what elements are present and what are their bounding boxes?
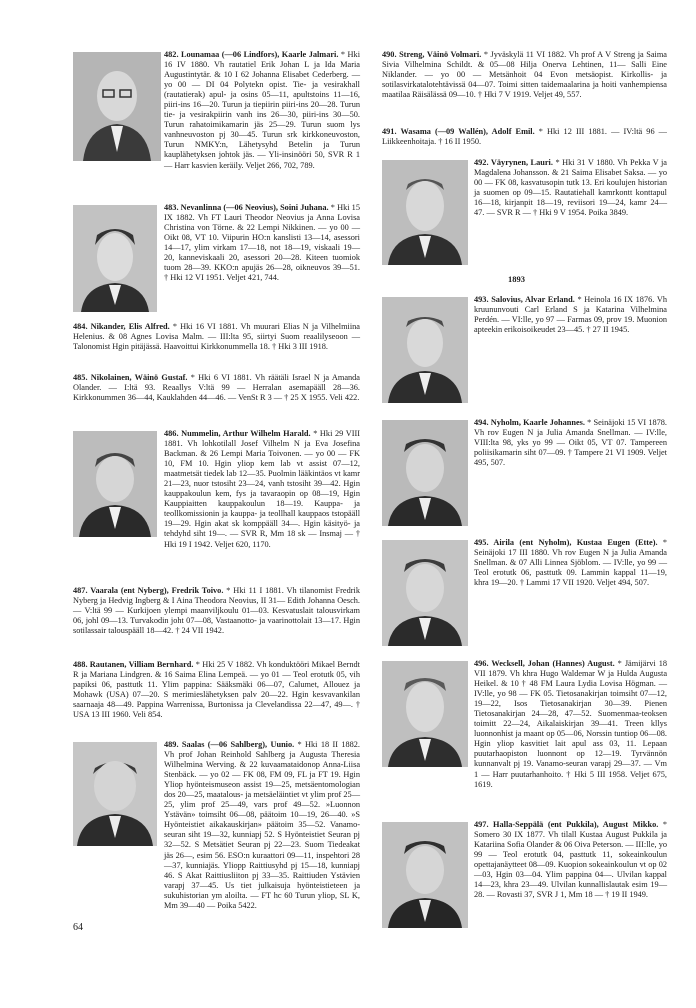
- portrait-photo-483: [73, 205, 157, 312]
- entry-495: 495. Airila (ent Nyholm), Kustaa Eugen (Ette). * Seinäjoki 17 III 1880. Vh rov Eugen N ja Julia Amanda Snellman. & 07 Alli Linnea Sjöblom. — IV:lle, yo 99 — Teol erotutk 06, pasttutk 09. Lammin kappal 11—19, khra 19—20. † Lammi 17 VII 1920. Veljet 494, 507.: [474, 538, 667, 588]
- entry-486: 486. Nummelin, Arthur Wilhelm Harald. * Hki 29 VIII 1881. Vh lohkotilall Josef Vilhelm N ja Eva Josefina Backman. & 26 Lempi Maria Toivonen. — yo 00 — FK 10, FM 10. Hgin yliop kem lab vt assist 07—12, maatmetsät tiedek lab 12—35. Puolmin lääkintäos vt kamr 21—23, nuor tstosiht 23—24, vanh tstosiht 39—42. Hgin kauppakoulun kem, fys ja tavaraopin op 08—19, Hgin Kauppiaitten kauppakoulun 18—19. Kauppa- ja teollkomissionin ja kauppa- ja teollhall kauppaos tstopääll 19—29. Hgin akat sk komppääll 34—. Hgin käsityö- ja tehdyhd siht 19—. — SVR R, Mm 18 sk — Insmaj — † Hki 19 I 1942. Veljet 620, 1170.: [164, 429, 360, 549]
- entry-487: 487. Vaarala (ent Nyberg), Fredrik Toivo. * Hki 11 I 1881. Vh tilanomist Fredrik Nyberg ja Hedvig Ingberg & I Aina Theodora Neovius, II 31— Edith Johanna Oesch. — V:ltä 99 — Kurkijoen ylempi maanviljkoulu 01—03. Kesvatuslait talousvirkam 06, johl 09—13. Turvakodin joht 07—08, Vastaanotto- ja vaarinottolait 13—17. Hgin sotilassair talouspääll 18—42. † 24 VII 1942.: [73, 586, 360, 636]
- portrait-photo-495: [382, 540, 468, 646]
- entry-493: 493. Salovius, Alvar Erland. * Heinola 16 IX 1876. Vh kruununvouti Carl Erland S ja Katarina Vilhelmina Perdén. — VI:lle, yo 97 — Farmas 09, prov 19. Muonion apteekin erikoisoikeudet 23—45. † 27 II 1945.: [474, 295, 667, 335]
- portrait-photo-493: [382, 297, 468, 403]
- entry-483: 483. Nevanlinna (—06 Neovius), Soini Juhana. * Hki 15 IX 1882. Vh FT Lauri Theodor Neovius ja Anna Lovisa Christina von Törne. & 22 Lempi Nikkinen. — yo 00 — Oikt 08, VT 10. Viipurin HO:n kanslisti 13—14, asessori 14—17, ylim virkam 17—18, not 18—19, viskaali 19—20, kanneviskaali 20, asessori 20—28. Kiteen tuomiok tuom 28—39. KKO:n apujäs 26—28, oikneuvos 39—51. † Hki 12 VI 1951. Veljet 421, 744.: [164, 203, 360, 283]
- entry-485: 485. Nikolainen, Wäinö Gustaf. * Hki 6 VI 1881. Vh räätäli Israel N ja Amanda Olander. — I:ltä 93. Reaallys V:ltä 99 — Herralan asemapääll 28—36. Kirkkonummen 36—44, Kauklahden 44—46. — VenSt R 3 — † 25 X 1955. Veli 422.: [73, 373, 360, 403]
- portrait-photo-496: [382, 661, 468, 767]
- portrait-photo-489: [73, 742, 157, 846]
- portrait-photo-492: [382, 160, 468, 265]
- entry-491: 491. Wasama (—09 Wallén), Adolf Emil. * Hki 12 III 1881. — IV:ltä 96 — Liikkeenhoitaja. † 16 II 1950.: [382, 127, 667, 147]
- entry-490: 490. Streng, Väinö Volmari. * Jyväskylä 11 VI 1882. Vh prof A V Streng ja Saima Sivia Vilhelmina Schildt. & 05—08 Hilja Onerva Lehtinen, 11— Salli Eine Niklander. — yo 00 — Metsänhoit 04 Evon metsäopist. Kirkollis- ja sotilasvirkatalotehtävissä 04—07. Toimi sitten taidemaalarina ja hoiti vanhempiensa maatilaa Räisälässä 09—10. † Hki 7 V 1919. Veljet 49, 557.: [382, 50, 667, 100]
- entry-492: 492. Väyrynen, Lauri. * Hki 31 V 1880. Vh Pekka V ja Magdalena Johansson. & 21 Saima Elisabet Saksa. — yo 00 — FK 08, kasvatusopin tutk 13. Eri koulujen historian ja suomen op 09—15. Rautatiehall kamrkontt konttapul 16—18, kirjanpit 18—19, reviisori 19—24, kamr 24—47. — SVR R — † Hki 9 V 1954. Poika 3849.: [474, 158, 667, 218]
- entry-496: 496. Wecksell, Johan (Hannes) August. * Jämijärvi 18 VII 1879. Vh khra Hugo Waldemar W ja Hulda Augusta Heikel. & 10 † 48 FM Laura Lydia Lovisa Högman. — IV:lle, yo 98 — FK 05. Tietosanakirjan toimsiht 07—12, 19—22, Isos Tietosanakirjan 30—39. Pienen Tietosanakirjan 24—28, 47—52. Suomenmaa-teoksen toimitt 22—24, Aikalaiskirjan 39—41. Treen kllys luonnonhist ja maant op 05—06, Norssin tuntiop 06—08. Hgin yliop kasvitiet lait apul ass 03, 11. Lepaan puutarhaopiston luonnont op 12—19. Tyrvännön kunnanvalt pj 19. Vanamo-seuran varapj 29—37. — Vm 1 — Harr puutarhanhoito. † Hki 5 III 1958. Veljet 675, 1619.: [474, 659, 667, 789]
- page-number: 64: [73, 922, 83, 933]
- portrait-photo-494: [382, 420, 468, 526]
- year-heading: 1893: [508, 274, 525, 284]
- entry-497: 497. Halla-Seppälä (ent Pukkila), August Mikko. * Somero 30 IX 1877. Vh tilall Kustaa August Pukkila ja Katariina Sofia Olander & 06 Oiva Peterson. — III:lle, yo 99 — Teol erotutk 04, pasttutk 11, sokeainkoulun opettajanäytteet 08—09. Kuopion sokeainkoulun vt op 02—03, Hgin 03—04. Ylim pappina 04—. Ulvilan kappal 14—23, khra 23—49. Ulvilan kunnallislautak esim 19—28. — Rovasti 37, SVR J 1, Mm 18 — † 19 II 1949.: [474, 820, 667, 900]
- entry-489: 489. Saalas (—06 Sahlberg), Uunio. * Hki 18 II 1882. Vh prof Johan Reinhold Sahlberg ja Augusta Theresia Wilhelmina Werving. & 22 kuvaamataidonop Anna-Liisa Stenbäck. — yo 02 — FK 08, FM 09, FL ja FT 19. Hgin Yliop hyönteismuseon assist 19—25, metsäentomologian dos 20—25, maatalous- ja metsäeläintiet vt ylim prof 25—25, ylim prof 25—49, vars prof 49—52. »Luonnon Ystävän» toimsiht 06—08, päätoim 10—19, 26—40. »S Hyönteistiet aikakauskirjan» päätoim 35—52. Vanamo-seuran siht 19—32, kunniapj 52. S Hyönteistiet Seuran pj 32—52. S Metsätiet Seuran pj 22—23. Suom Tiedeakat jäs 26—, esim 56. ESO:n kuraattori 09—11, inspehtori 28—37, kunniajäs. Yliopp Raittiusyhd pj 15—18, kunniapj 46. S Akat Raittiusliiton pj 33—35. Raittiuden Ystävien varapj 37—45. Us tiet julkaisuja hyönteistieteen ja sukuhistorian ym aloilta. — FT hc 60 Turun yliop, SL K, Mm 39—40 — Poika 5422.: [164, 740, 360, 910]
- entry-494: 494. Nyholm, Kaarle Johannes. * Seinäjoki 15 VI 1878. Vh rov Eugen N ja Julia Amanda Snellman. — IV:lle, VIII:lta 98, yks yo 99 — Oikt 05, VT 07. Tampereen poliisikamarin siht 07—09. † Tampere 21 VI 1909. Veljet 495, 507.: [474, 418, 667, 468]
- entry-484: 484. Nikander, Elis Alfred. * Hki 16 VI 1881. Vh muurari Elias N ja Vilhelmiina Helenius. & 08 Agnes Lovisa Malm. — III:lta 95, siirtyi Suom reaalilyseoon — Talonomist Hgin pitäjässä. Haavoittui Kirkkonummella 18. † Hki 3 III 1918.: [73, 322, 360, 352]
- portrait-photo-486: [73, 431, 157, 537]
- entry-488: 488. Rautanen, Villiam Bernhard. * Hki 25 V 1882. Vh konduktööri Mikael Berndt R ja Mariana Lindgren. & 16 Saima Elina Lempeä. — yo 01 — Teol erotutk 05, vih papiksi 06, pasttutk 11. Ylim pappina: Sääksmäki 06—07, Calumet, Allouez ja Mohawk (USA) 07—20. S merimieslähetyksen palv 20—22. Hgin kesvavankilan saarnaaja 48—49. Pappina Warrenissa, Burtonissa ja Clevelandissa 22—47, 49—. † USA 13 III 1960. Veli 854.: [73, 660, 360, 720]
- portrait-photo-497: [382, 822, 468, 928]
- portrait-photo-482: [73, 52, 161, 161]
- entry-482: 482. Lounamaa (—06 Lindfors), Kaarle Jalmari. * Hki 16 IV 1880. Vh rautatiel Erik Johan L ja Ida Maria Augustintytär. & 10 I 62 Johanna Elisabet Cederberg. — yo 00 — DI 04 Polytekn opist. Tie- ja vesirakhall (rautatierak) apul- ja osins 05—11, apultstoins 11—16, piiri-ins 16—20. Turun ja tiepiirin piiri-ins 20—28. Turun tie- ja vesirakpiirin vanh ins 26—30, piiri-ins 30—50. Turun rahatoimikamarin jäs 25—29. Turun suom lys vanhneuvoston pj 30—45. Turun srk kirkkoneuvoston, Turun NMKY:n, Lähetysyhd Betelin ja Turun kauplähetyksen johtok jäs. — Yli-insinööri 50, SVR R 1 — Harr kasvien keräily. Veljet 266, 702, 789.: [164, 50, 360, 170]
